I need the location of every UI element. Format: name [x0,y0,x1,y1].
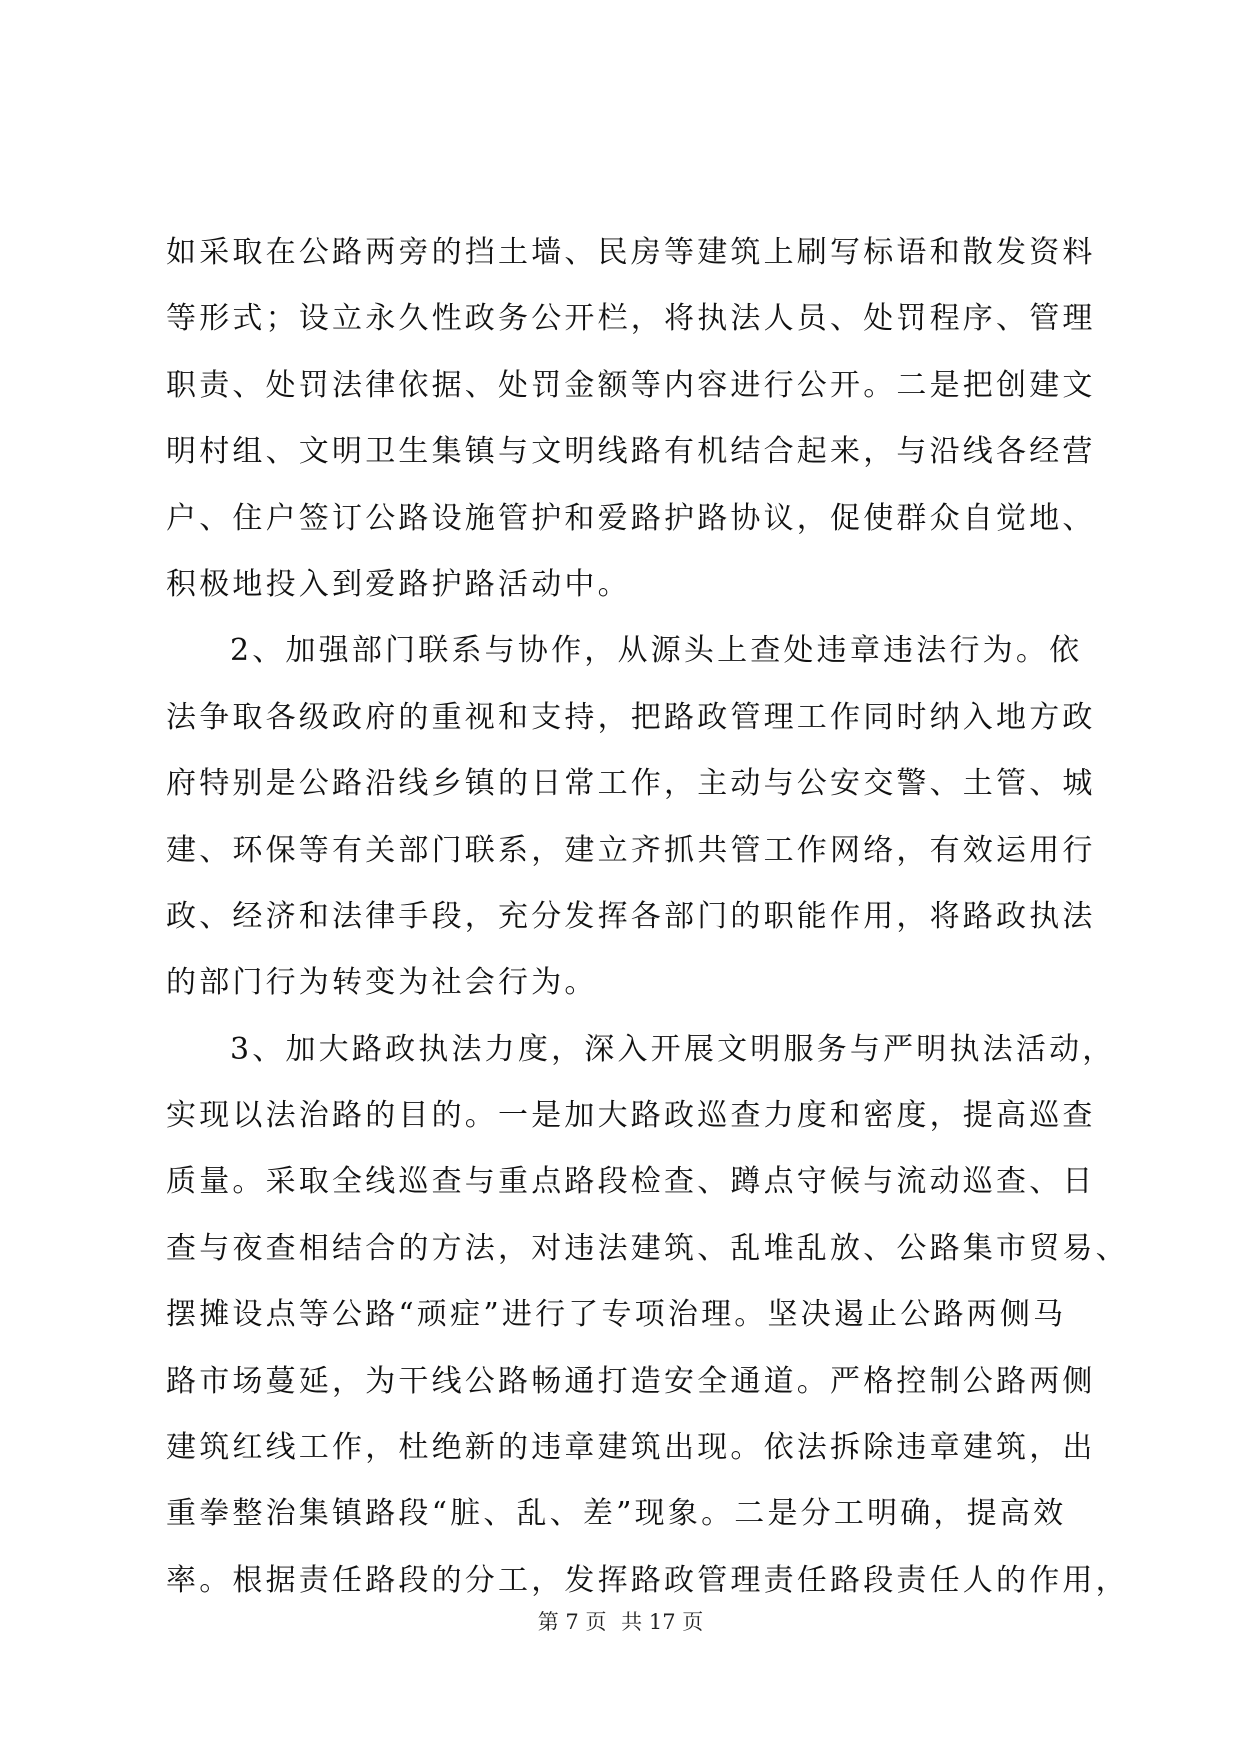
text-line: 等形式；设立永久性政务公开栏，将执法人员、处罚程序、管理 [166,301,1096,337]
text-line: 建筑红线工作，杜绝新的违章建筑出现。依法拆除违章建筑，出 [166,1430,1096,1466]
text-line: 如采取在公路两旁的挡土墙、民房等建筑上刷写标语和散发资料 [166,235,1096,270]
text-line: 质量。采取全线巡查与重点路段检查、蹲点守候与流动巡查、日 [166,1164,1096,1200]
text-line: 路市场蔓延，为干线公路畅通打造安全通道。严格控制公路两侧 [166,1363,1096,1399]
text-line: 率。根据责任路段的分工，发挥路政管理责任路段责任人的作用， [166,1562,1129,1598]
page-footer [0,1607,1241,1637]
page-total: 共 17 页 [621,1610,704,1634]
paragraph-start-line: 3、加大路政执法力度，深入开展文明服务与严明执法活动， [230,1031,1116,1067]
text-line: 明村组、文明卫生集镇与文明线路有机结合起来，与沿线各经营 [166,434,1096,470]
document-body [166,229,1129,1623]
text-line: 的部门行为转变为社会行为。 [166,965,598,1001]
text-line: 查与夜查相结合的方法，对违法建筑、乱堆乱放、公路集市贸易、 [166,1230,1129,1266]
paragraph-start-line: 2、加强部门联系与协作，从源头上查处违章违法行为。依 [230,633,1083,669]
text-line: 职责、处罚法律依据、处罚金额等内容进行公开。二是把创建文 [166,367,1096,403]
text-line: 重拳整治集镇路段“脏、乱、差”现象。二是分工明确，提高效 [166,1496,1067,1532]
text-line: 建、环保等有关部门联系，建立齐抓共管工作网络，有效运用行 [166,832,1096,868]
text-line: 实现以法治路的目的。一是加大路政巡查力度和密度，提高巡查 [166,1098,1096,1134]
text-line: 积极地投入到爱路护路活动中。 [166,566,631,602]
text-line: 户、住户签订公路设施管护和爱路护路协议，促使群众自觉地、 [166,500,1096,536]
text-line: 府特别是公路沿线乡镇的日常工作，主动与公安交警、土管、城 [166,766,1096,802]
page-number: 第 7 页 [537,1610,607,1634]
text-line: 摆摊设点等公路“顽症”进行了专项治理。坚决遏止公路两侧马 [166,1297,1067,1333]
text-line: 法争取各级政府的重视和支持，把路政管理工作同时纳入地方政 [166,699,1096,735]
text-line: 政、经济和法律手段，充分发挥各部门的职能作用，将路政执法 [166,898,1096,934]
